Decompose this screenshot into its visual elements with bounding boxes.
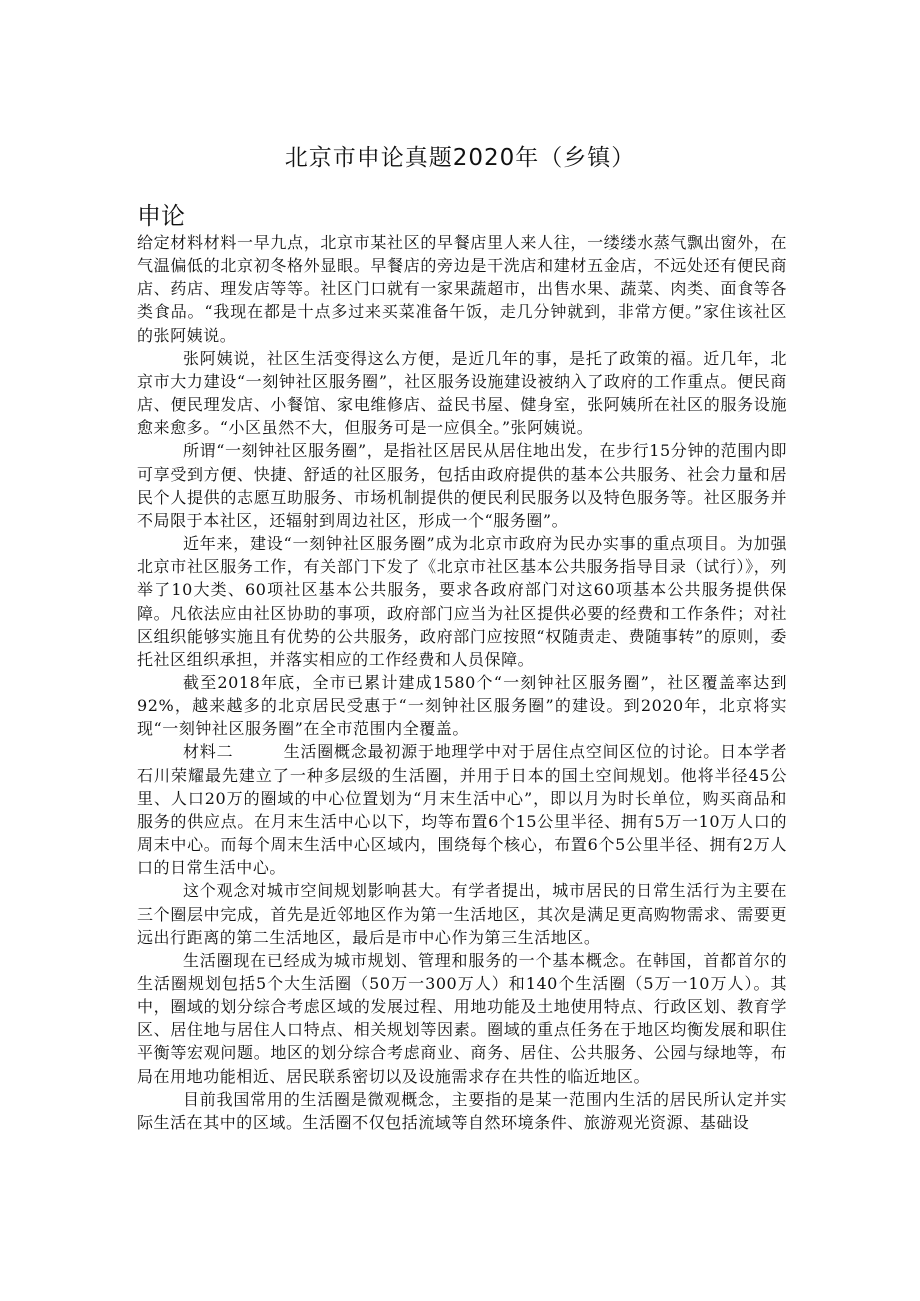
paragraph: 所谓“一刻钟社区服务圈”，是指社区居民从居住地出发，在步行15分钟的范围内即可享受到方便、快捷、舒适的社区服务，包括由政府提供的基本公共服务、社会力量和居民个人提供的志愿互助服务、市场机制提供的便民利民服务以及特色服务等。社区服务并不局限于本社区，还辐射到周边社区，形成一个“服务圈”。 [137,441,787,530]
paragraph-material-two: 材料二 生活圈概念最初源于地理学中对于居住点空间区位的讨论。日本学者石川荣耀最先建立了一种多层级的生活圈，并用于日本的国土空间规划。他将半径45公里、人口20万的圈域的中心位置划为“月末生活中心”，即以月为时长单位，购买商品和服务的供应点。在月末生活中心以下，均等布置6个15公里半径、拥有5万一10万人口的周末中心。而每个周末生活中心区域内，围绕每个核心，布置6个5公里半径、拥有2万人口的日常生活中心。 [137,742,787,878]
paragraph: 生活圈现在已经成为城市规划、管理和服务的一个基本概念。在韩国，首都首尔的生活圈规划包括5个大生活圈（50万一300万人）和140个生活圈（5万一10万人）。其中，圈域的划分综合考虑区域的发展过程、用地功能及土地使用特点、行政区划、教育学区、居住地与居住人口特点、相关规划等因素。圈域的重点任务在于地区均衡发展和职住平衡等宏观问题。地区的划分综合考虑商业、商务、居住、公共服务、公园与绿地等，布局在用地功能相近、居民联系密切以及设施需求存在共性的临近地区。 [137,950,787,1086]
paragraph: 这个观念对城市空间规划影响甚大。有学者提出，城市居民的日常生活行为主要在三个圈层中完成，首先是近邻地区作为第一生活地区，其次是满足更高购物需求、需要更远出行距离的第二生活地区，最后是市中心作为第三生活地区。 [137,881,787,947]
document-body [137,231,787,1134]
paragraph: 张阿姨说，社区生活变得这么方便，是近几年的事，是托了政策的福。近几年，北京市大力建设“一刻钟社区服务圈”，社区服务设施建设被纳入了政府的工作重点。便民商店、便民理发店、小餐馆、家电维修店、益民书屋、健身室，张阿姨所在社区的服务设施愈来愈多。“小区虽然不大，但服务可是一应俱全。”张阿姨说。 [137,348,787,438]
paragraph-material-one: 给定材料材料一早九点，北京市某社区的早餐店里人来人往，一缕缕水蒸气飘出窗外，在气温偏低的北京初冬格外显眼。早餐店的旁边是干洗店和建材五金店，不远处还有便民商店、药店、理发店等等。社区门口就有一家果蔬超市，出售水果、蔬菜、肉类、面食等各类食品。“我现在都是十点多过来买菜准备午饭，走几分钟就到，非常方便。”家住该社区的张阿姨说。 [137,233,787,345]
paragraph: 截至2018年底，全市已累计建成1580个“一刻钟社区服务圈”，社区覆盖率达到92%，越来越多的北京居民受惠于“一刻钟社区服务圈”的建设。到2020年，北京将实现“一刻钟社区服务圈”在全市范围内全覆盖。 [137,672,787,739]
paragraph: 目前我国常用的生活圈是微观概念，主要指的是某一范围内生活的居民所认定并实际生活在其中的区域。生活圈不仅包括流域等自然环境条件、旅游观光资源、基础设 [137,1089,787,1132]
paragraph: 近年来，建设“一刻钟社区服务圈”成为北京市政府为民办实事的重点项目。为加强北京市社区服务工作，有关部门下发了《北京市社区基本公共服务指导目录（试行）》，列举了10大类、60项社区基本公共服务，要求各政府部门对这60项基本公共服务提供保障。凡依法应由社区协助的事项，政府部门应当为社区提供必要的经费和工作条件；对社区组织能够实施且有优势的公共服务，政府部门应按照“权随责走、费随事转”的原则，委托社区组织承担，并落实相应的工作经费和人员保障。 [137,534,787,669]
section-heading: 申论 [137,202,185,230]
document-title: 北京市申论真题2020年（乡镇） [284,145,636,171]
